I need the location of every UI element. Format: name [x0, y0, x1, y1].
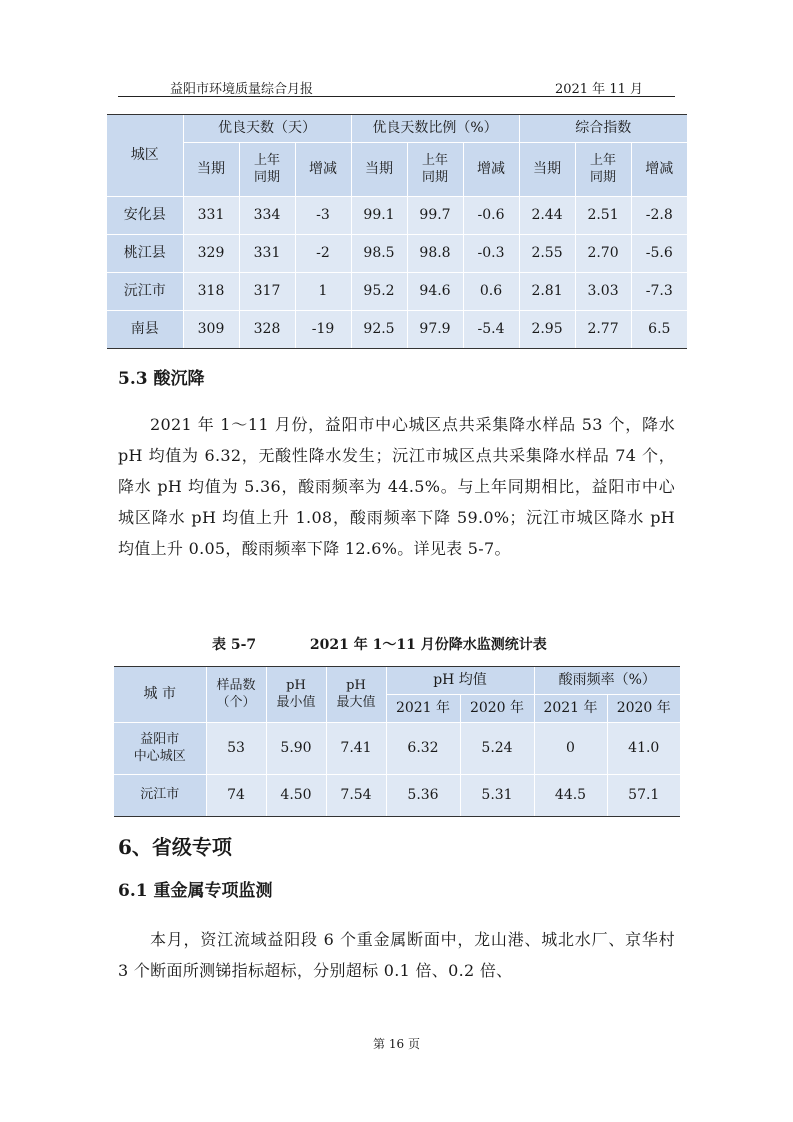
table-cell: 99.1	[351, 197, 407, 235]
section-5-3-paragraph: 2021 年 1～11 月份，益阳市中心城区点共采集降水样品 53 个，降水 pH 均值为 6.32，无酸性降水发生；沅江市城区点共采集降水样品 74 个，降水 pH 均值为 5.36，酸雨频率为 44.5%。与上年同期相比，益阳市中心城区降水 pH 均值上升 1.08，酸雨频率下降 59.0%；沅江市城区降水 pH 均值上升 0.05，酸雨频率下降 12.6%。详见表 5-7。	[118, 415, 675, 558]
sub-current: 当期	[183, 143, 239, 197]
header-good-ratio: 优良天数比例（%）	[351, 115, 519, 143]
table-cell: 41.0	[607, 723, 680, 775]
table-cell: 6.5	[631, 311, 687, 349]
precipitation-table	[114, 666, 680, 817]
table-cell: -7.3	[631, 273, 687, 311]
table-row	[107, 235, 687, 273]
table-cell: -19	[295, 311, 351, 349]
table-cell: -0.6	[463, 197, 519, 235]
table-cell: 2.95	[519, 311, 575, 349]
section-6-title: 6、省级专项	[118, 835, 232, 859]
table-caption-title: 2021 年 1～11 月份降水监测统计表	[309, 637, 547, 653]
report-date: 2021 年 11 月	[554, 82, 643, 97]
header-city: 城区	[107, 115, 183, 197]
table-5-7-caption	[212, 634, 612, 654]
table-cell: 98.8	[407, 235, 463, 273]
sub-last-year: 上年 同期	[239, 143, 295, 197]
table-cell: 2.77	[575, 311, 631, 349]
table-cell: 0.6	[463, 273, 519, 311]
table-row	[114, 775, 680, 817]
sub-current: 当期	[351, 143, 407, 197]
header-good-days: 优良天数（天）	[183, 115, 351, 143]
table-row	[114, 723, 680, 775]
section-6-1-title: 6.1 重金属专项监测	[118, 881, 273, 901]
table-row	[107, 273, 687, 311]
table-cell: 1	[295, 273, 351, 311]
page-number: 第 16 页	[373, 1037, 420, 1051]
table-cell: 44.5	[534, 775, 607, 817]
table-cell: 97.9	[407, 311, 463, 349]
report-title: 益阳市环境质量综合月报	[170, 82, 314, 97]
table-cell: -0.3	[463, 235, 519, 273]
table-row	[107, 311, 687, 349]
table-cell: 4.50	[266, 775, 326, 817]
sub-2020: 2020 年	[607, 695, 680, 723]
section-6-1-paragraph: 本月，资江流域益阳段 6 个重金属断面中，龙山港、城北水厂、京华村 3 个断面所测锑指标超标，分别超标 0.1 倍、0.2 倍、	[118, 930, 675, 980]
header-samples: 样品数 （个）	[206, 667, 266, 723]
header-ph-max: pH 最大值	[326, 667, 386, 723]
table-cell: 74	[206, 775, 266, 817]
sub-last-year: 上年 同期	[575, 143, 631, 197]
table-cell: -5.4	[463, 311, 519, 349]
sub-last-year: 上年 同期	[407, 143, 463, 197]
sub-2021: 2021 年	[386, 695, 460, 723]
table-cell: 94.6	[407, 273, 463, 311]
table-cell: 57.1	[607, 775, 680, 817]
table-cell: 2.55	[519, 235, 575, 273]
table-cell: 5.90	[266, 723, 326, 775]
table-cell: 53	[206, 723, 266, 775]
sub-change: 增减	[463, 143, 519, 197]
table-cell: 309	[183, 311, 239, 349]
row-city: 南县	[107, 311, 183, 349]
table-cell: 2.51	[575, 197, 631, 235]
table-cell: -2.8	[631, 197, 687, 235]
table-cell: 317	[239, 273, 295, 311]
sub-2020: 2020 年	[460, 695, 534, 723]
header-city: 城 市	[114, 667, 206, 723]
table-cell: 2.70	[575, 235, 631, 273]
row-city: 安化县	[107, 197, 183, 235]
table-cell: -3	[295, 197, 351, 235]
table-caption-number: 表 5-7	[212, 637, 257, 653]
row-city: 益阳市 中心城区	[114, 723, 206, 775]
row-city: 桃江县	[107, 235, 183, 273]
table-cell: -5.6	[631, 235, 687, 273]
table-cell: 318	[183, 273, 239, 311]
header-rule	[118, 96, 675, 97]
header-ph-avg: pH 均值	[386, 667, 534, 695]
table-cell: 328	[239, 311, 295, 349]
sub-2021: 2021 年	[534, 695, 607, 723]
table-cell: 5.31	[460, 775, 534, 817]
table-cell: 5.24	[460, 723, 534, 775]
header-index: 综合指数	[519, 115, 687, 143]
row-city: 沅江市	[107, 273, 183, 311]
row-city: 沅江市	[114, 775, 206, 817]
table-cell: 334	[239, 197, 295, 235]
table-cell: 92.5	[351, 311, 407, 349]
table-cell: 6.32	[386, 723, 460, 775]
table-cell: 98.5	[351, 235, 407, 273]
table-cell: 7.54	[326, 775, 386, 817]
air-quality-table	[107, 114, 687, 349]
table-cell: 95.2	[351, 273, 407, 311]
table-cell: 2.44	[519, 197, 575, 235]
table-cell: 2.81	[519, 273, 575, 311]
table-cell: 5.36	[386, 775, 460, 817]
table-cell: 329	[183, 235, 239, 273]
section-5-3-title: 5.3 酸沉降	[118, 369, 205, 389]
header-acid-rain: 酸雨频率（%）	[534, 667, 680, 695]
table-row	[107, 197, 687, 235]
header-ph-min: pH 最小值	[266, 667, 326, 723]
table-cell: 3.03	[575, 273, 631, 311]
sub-change: 增减	[295, 143, 351, 197]
table-cell: -2	[295, 235, 351, 273]
sub-current: 当期	[519, 143, 575, 197]
sub-change: 增减	[631, 143, 687, 197]
table-cell: 0	[534, 723, 607, 775]
table-cell: 99.7	[407, 197, 463, 235]
table-cell: 331	[239, 235, 295, 273]
table-cell: 331	[183, 197, 239, 235]
table-cell: 7.41	[326, 723, 386, 775]
